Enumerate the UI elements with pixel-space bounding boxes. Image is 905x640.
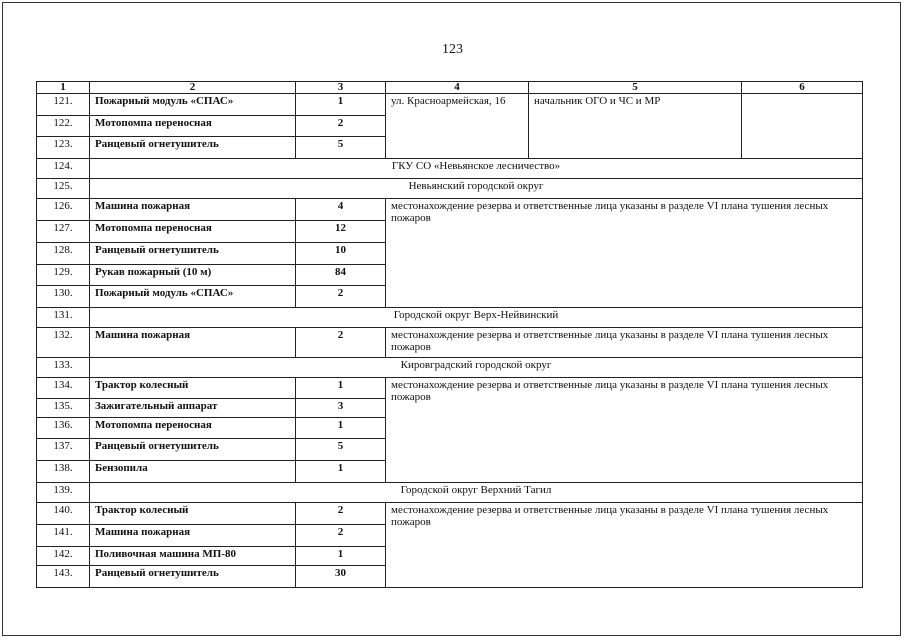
item-quantity: 5 — [296, 137, 386, 159]
item-quantity: 2 — [296, 525, 386, 547]
item-quantity: 2 — [296, 116, 386, 137]
item-quantity: 1 — [296, 378, 386, 399]
item-name: Пожарный модуль «СПАС» — [90, 286, 296, 308]
item-name: Трактор колесный — [90, 378, 296, 399]
column-header-row — [37, 82, 863, 94]
item-quantity: 30 — [296, 566, 386, 588]
item-name: Бензопила — [90, 461, 296, 483]
column-header: 3 — [296, 82, 386, 94]
item-name: Ранцевый огнетушитель — [90, 439, 296, 461]
section-row — [37, 308, 863, 328]
page-number: 123 — [442, 42, 463, 57]
column-header: 4 — [386, 82, 529, 94]
column-header: 6 — [742, 82, 863, 94]
item-name: Машина пожарная — [90, 199, 296, 221]
section-row — [37, 358, 863, 378]
row-number: 138. — [37, 461, 90, 483]
row-number: 122. — [37, 116, 90, 137]
table-row — [37, 94, 863, 116]
section-title: ГКУ СО «Невьянское лесничество» — [90, 159, 863, 179]
item-name: Машина пожарная — [90, 525, 296, 547]
item-name: Поливочная машина МП-80 — [90, 547, 296, 566]
row-number: 133. — [37, 358, 90, 378]
section-title: Городской округ Верхний Тагил — [90, 483, 863, 503]
section-row — [37, 483, 863, 503]
item-name: Пожарный модуль «СПАС» — [90, 94, 296, 116]
table-row — [37, 378, 863, 399]
row-number: 134. — [37, 378, 90, 399]
item-name: Ранцевый огнетушитель — [90, 566, 296, 588]
row-number: 137. — [37, 439, 90, 461]
reserve-note: местонахождение резерва и ответственные лица указаны в разделе VI плана тушения лесных пожаров — [386, 378, 863, 483]
row-number: 128. — [37, 243, 90, 265]
section-title: Кировградский городской округ — [90, 358, 863, 378]
item-name: Машина пожарная — [90, 328, 296, 358]
row-number: 132. — [37, 328, 90, 358]
table-row — [37, 328, 863, 358]
section-title: Городской округ Верх-Нейвинский — [90, 308, 863, 328]
column-header: 2 — [90, 82, 296, 94]
item-name: Мотопомпа переносная — [90, 418, 296, 439]
item-quantity: 3 — [296, 399, 386, 418]
item-quantity: 10 — [296, 243, 386, 265]
row-number: 130. — [37, 286, 90, 308]
column-header: 1 — [37, 82, 90, 94]
row-number: 121. — [37, 94, 90, 116]
item-quantity: 84 — [296, 265, 386, 286]
table-row — [37, 503, 863, 525]
resource-table — [36, 81, 863, 588]
item-name: Мотопомпа переносная — [90, 116, 296, 137]
row-number: 135. — [37, 399, 90, 418]
row-number: 127. — [37, 221, 90, 243]
section-row — [37, 179, 863, 199]
item-name: Трактор колесный — [90, 503, 296, 525]
column-header: 5 — [529, 82, 742, 94]
row-number: 124. — [37, 159, 90, 179]
item-quantity: 4 — [296, 199, 386, 221]
item-quantity: 1 — [296, 547, 386, 566]
item-quantity: 2 — [296, 503, 386, 525]
empty-cell — [742, 94, 863, 159]
section-title: Невьянский городской округ — [90, 179, 863, 199]
row-number: 136. — [37, 418, 90, 439]
section-row — [37, 159, 863, 179]
row-number: 141. — [37, 525, 90, 547]
row-number: 140. — [37, 503, 90, 525]
item-quantity: 2 — [296, 286, 386, 308]
item-name: Зажигательный аппарат — [90, 399, 296, 418]
reserve-note: местонахождение резерва и ответственные лица указаны в разделе VI плана тушения лесных пожаров — [386, 328, 863, 358]
item-quantity: 1 — [296, 418, 386, 439]
item-quantity: 1 — [296, 94, 386, 116]
item-quantity: 12 — [296, 221, 386, 243]
row-number: 129. — [37, 265, 90, 286]
row-number: 125. — [37, 179, 90, 199]
reserve-note: местонахождение резерва и ответственные лица указаны в разделе VI плана тушения лесных пожаров — [386, 199, 863, 308]
row-number: 126. — [37, 199, 90, 221]
item-name: Ранцевый огнетушитель — [90, 137, 296, 159]
item-name: Ранцевый огнетушитель — [90, 243, 296, 265]
row-number: 139. — [37, 483, 90, 503]
row-number: 142. — [37, 547, 90, 566]
row-number: 143. — [37, 566, 90, 588]
table-row — [37, 199, 863, 221]
location-cell: ул. Красноармейская, 16 — [386, 94, 529, 159]
item-name: Рукав пожарный (10 м) — [90, 265, 296, 286]
item-quantity: 2 — [296, 328, 386, 358]
item-quantity: 5 — [296, 439, 386, 461]
item-quantity: 1 — [296, 461, 386, 483]
row-number: 131. — [37, 308, 90, 328]
row-number: 123. — [37, 137, 90, 159]
item-name: Мотопомпа переносная — [90, 221, 296, 243]
reserve-note: местонахождение резерва и ответственные лица указаны в разделе VI плана тушения лесных пожаров — [386, 503, 863, 588]
responsible-cell: начальник ОГО и ЧС и МР — [529, 94, 742, 159]
